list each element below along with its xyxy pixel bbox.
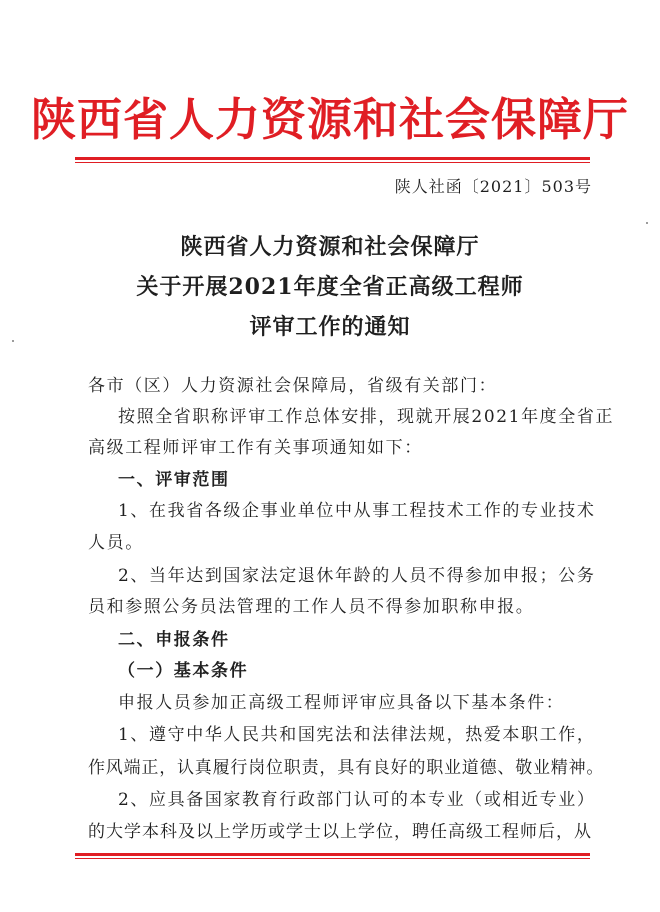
section-2-heading: 二、申报条件: [118, 630, 230, 650]
item-2-1-line-2: 作风端正，认真履行岗位职责，具有良好的职业道德、敬业精神。: [88, 758, 605, 778]
salutation: 各市（区）人力资源社会保障局，省级有关部门：: [88, 376, 498, 396]
item-2-2-line-1: 2、应具备国家教育行政部门认可的本专业（或相近专业）: [118, 790, 596, 810]
item-1-1-line-2: 人员。: [88, 533, 144, 553]
item-1-2-line-1: 2、当年达到国家法定退休年龄的人员不得参加申报；公务: [118, 566, 596, 586]
footer-red-rule-thin: [75, 858, 590, 859]
item-2-2-line-2: 的大学本科及以上学历或学士以上学位，聘任高级工程师后，从: [88, 822, 592, 842]
header-red-rule: [75, 157, 590, 160]
item-1-2-line-2: 员和参照公务员法管理的工作人员不得参加职称申报。: [88, 597, 535, 617]
intro-line-1: 按照全省职称评审工作总体安排，现就开展2021年度全省正: [118, 407, 615, 427]
title-line-3: 评审工作的通知: [249, 314, 411, 340]
footer-red-rule: [75, 853, 590, 856]
section-1-heading: 一、评审范围: [118, 470, 230, 490]
item-1-1-line-1: 1、在我省各级企事业单位中从事工程技术工作的专业技术: [118, 501, 596, 521]
scan-mark: [12, 340, 14, 342]
intro-line-2: 高级工程师评审工作有关事项通知如下：: [88, 438, 423, 458]
subsection-1-heading: （一）基本条件: [118, 661, 249, 681]
item-2-1-line-1: 1、遵守中华人民共和国宪法和法律法规，热爱本职工作，: [118, 725, 596, 745]
title-line-1: 陕西省人力资源和社会保障厅: [180, 234, 480, 260]
scan-mark-right: [646, 222, 648, 224]
org-header: 陕西省人力资源和社会保障厅: [30, 93, 629, 146]
header-red-rule-thin: [75, 162, 590, 163]
document-number: 陕人社函〔2021〕503号: [394, 177, 592, 196]
basic-conditions-intro: 申报人员参加正高级工程师评审应具备以下基本条件：: [118, 693, 565, 713]
title-line-2: 关于开展2021年度全省正高级工程师: [136, 274, 524, 300]
